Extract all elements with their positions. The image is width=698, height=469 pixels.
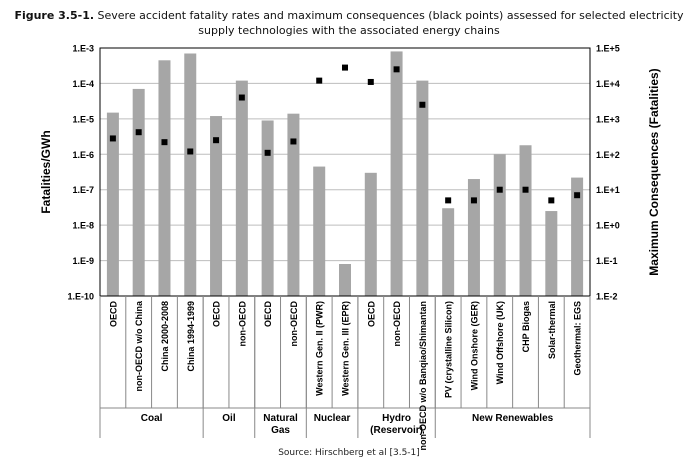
bar-13 <box>416 81 428 296</box>
source-note: Source: Hirschberg et al [3.5-1] <box>278 448 420 458</box>
y-tick-label: 1.E-5 <box>72 114 94 125</box>
group-label: Natural <box>263 413 298 424</box>
marker-15 <box>471 197 477 203</box>
y-tick-label: 1.E-6 <box>72 149 94 160</box>
category-label: OECD <box>263 301 274 328</box>
group-label-line2: (Reservoir) <box>370 425 423 436</box>
figure-label: Figure 3.5-1. <box>14 9 95 22</box>
bar-2 <box>133 89 145 296</box>
y-tick-label: 1.E-4 <box>72 78 94 89</box>
marker-9 <box>316 78 322 84</box>
category-label: non-OECD <box>288 301 299 347</box>
marker-14 <box>445 197 451 203</box>
category-label: China 2000-2008 <box>159 301 170 372</box>
y2-tick-label: 1.E-2 <box>596 291 618 302</box>
marker-10 <box>342 65 348 71</box>
bar-10 <box>339 264 351 296</box>
category-label: Western Gen. II (PWR) <box>314 301 325 396</box>
y-tick-label: 1.E-10 <box>67 291 94 302</box>
bar-12 <box>391 51 403 296</box>
category-label: CHP Biogas <box>521 301 532 353</box>
bar-11 <box>365 173 377 296</box>
y2-tick-label: 1.E+5 <box>596 43 620 54</box>
bar-15 <box>468 179 480 296</box>
marker-17 <box>523 187 529 193</box>
y2-tick-label: 1.E+1 <box>596 185 620 196</box>
marker-12 <box>394 66 400 72</box>
marker-11 <box>368 79 374 85</box>
caption-line-1: Severe accident fatality rates and maximum consequences (black points) assessed for selected electricity <box>94 9 684 22</box>
y2-tick-label: 1.E+3 <box>596 114 620 125</box>
category-label: non-OECD w/o Banqiao/Shimantan <box>417 301 428 451</box>
y-tick-label: 1.E-8 <box>72 220 94 231</box>
marker-18 <box>548 197 554 203</box>
marker-8 <box>290 138 296 144</box>
group-label: Coal <box>140 413 163 424</box>
caption-line-2: supply technologies with the associated energy chains <box>198 24 500 37</box>
bar-4 <box>184 53 196 296</box>
category-label: OECD <box>366 301 377 328</box>
category-label: non-OECD <box>392 301 403 347</box>
category-label: China 1994-1999 <box>185 301 196 372</box>
category-label: Wind Offshore (UK) <box>495 300 506 385</box>
marker-13 <box>419 102 425 108</box>
plot-area <box>100 48 590 296</box>
bar-6 <box>236 81 248 296</box>
bar-17 <box>520 145 532 296</box>
y-tick-label: 1.E-3 <box>72 43 94 54</box>
category-label: OECD <box>211 301 222 328</box>
y2-tick-label: 1.E-1 <box>596 256 618 267</box>
y2-tick-label: 1.E+2 <box>596 149 620 160</box>
marker-7 <box>265 150 271 156</box>
bar-9 <box>313 167 325 296</box>
marker-2 <box>136 129 142 135</box>
marker-16 <box>497 187 503 193</box>
bar-16 <box>494 154 506 296</box>
category-label: Wind Onshore (GER) <box>469 301 480 391</box>
y-tick-label: 1.E-9 <box>72 256 94 267</box>
category-label: PV (crystalline Silicon) <box>443 301 454 399</box>
group-label: Hydro <box>382 413 412 424</box>
marker-6 <box>239 95 245 101</box>
category-label: Solar-thermal <box>546 301 557 360</box>
category-label: non-OECD w/o China <box>134 301 145 392</box>
marker-1 <box>110 135 116 141</box>
y2-axis-title: Maximum Consequences (Fatalities) <box>647 68 661 276</box>
category-label: OECD <box>108 301 119 328</box>
bar-7 <box>262 120 274 296</box>
marker-3 <box>161 139 167 145</box>
group-label: New Renewables <box>472 413 554 424</box>
y-axis-title: Fatalities/GWh <box>39 130 53 214</box>
group-label-line2: Gas <box>271 425 290 436</box>
group-label: Nuclear <box>313 413 351 424</box>
y2-tick-label: 1.E+4 <box>596 78 620 89</box>
group-label: Oil <box>222 413 236 424</box>
marker-19 <box>574 192 580 198</box>
marker-5 <box>213 137 219 143</box>
marker-4 <box>187 148 193 154</box>
category-label: Western Gen. III (EPR) <box>340 301 351 396</box>
category-label: non-OECD <box>237 301 248 347</box>
bar-14 <box>442 208 454 296</box>
y-tick-label: 1.E-7 <box>72 185 94 196</box>
bar-3 <box>158 60 170 296</box>
category-label: Geothermal: EGS <box>572 301 583 376</box>
y2-tick-label: 1.E+0 <box>596 220 620 231</box>
bar-18 <box>545 211 557 296</box>
